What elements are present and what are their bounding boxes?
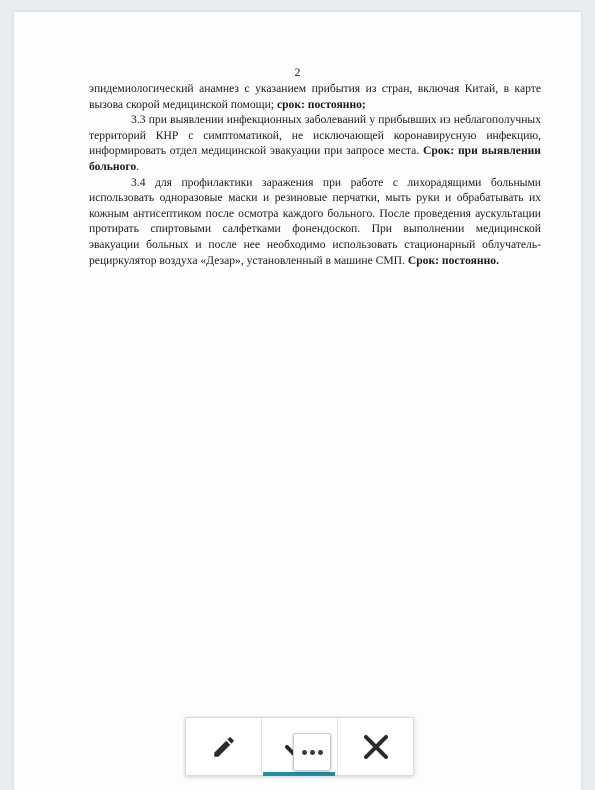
deadline-text: Срок: при выявлении больного bbox=[89, 144, 541, 173]
deadline-text: Срок: постоянно. bbox=[407, 253, 499, 267]
document-text bbox=[89, 81, 541, 268]
active-tab-indicator bbox=[263, 772, 335, 776]
paragraph-text: эпидемиологический анамнез с указанием прибытия из стран, включая Китай, в карте вызова скорой медицинской помощи; bbox=[89, 82, 541, 111]
more-options-button[interactable] bbox=[293, 733, 331, 771]
deadline-text: срок: постоянно; bbox=[276, 97, 366, 111]
document-page[interactable] bbox=[14, 12, 581, 790]
close-icon bbox=[362, 733, 390, 761]
pencil-icon bbox=[211, 734, 237, 760]
paragraph-text: 3.3 при выявлении инфекционных заболеваний у прибывших из неблагополучных территорий КНР с симптоматикой, не исключающей коронавирусную инфекцию, информировать отдел медицинской эвакуации при запросе места. bbox=[89, 113, 541, 158]
paragraph bbox=[89, 175, 541, 269]
paragraph-text: 3.4 для профилактики заражения при работе с лихорадящими больными использовать одноразовые маски и резиновые перчатки, мыть руки и обрабатывать их кожным антисептиком после осмотра каждого больного. После проведения аускультации протирать спиртовыми салфетками фонендоскоп. При выполнении медицинской эвакуации больных и после нее необходимо использовать стационарный облучатель-рециркулятор воздуха «Дезар», установленный в машине СМП. bbox=[89, 175, 541, 267]
page-number: 2 bbox=[294, 65, 301, 79]
paragraph bbox=[89, 81, 541, 112]
paragraph bbox=[89, 112, 541, 174]
close-button[interactable] bbox=[338, 718, 413, 775]
paragraph-text: . bbox=[136, 159, 140, 173]
more-dots-icon bbox=[300, 750, 324, 755]
edit-button[interactable] bbox=[186, 718, 262, 775]
